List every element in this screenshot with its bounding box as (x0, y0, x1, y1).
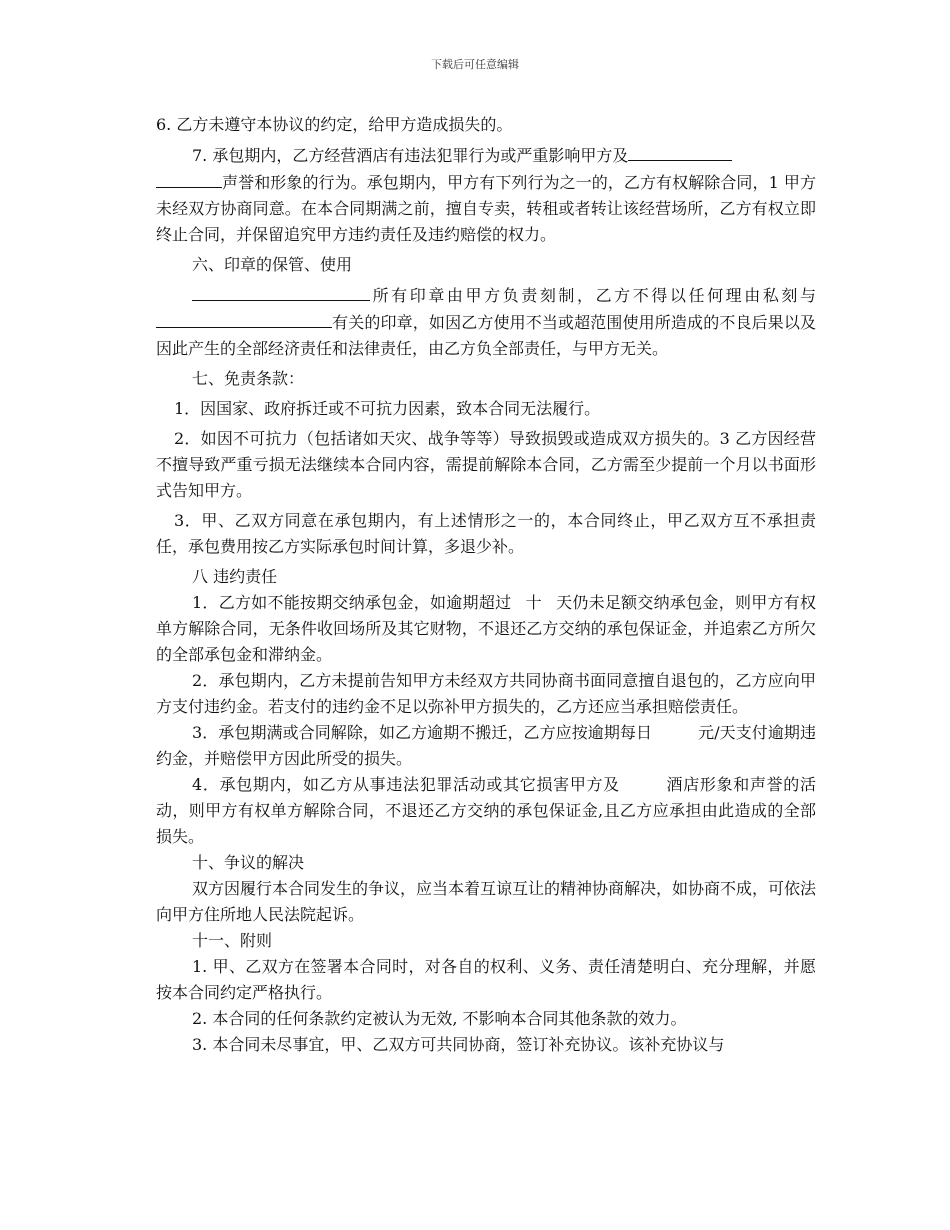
seal-clause (156, 282, 816, 362)
blank-line (192, 282, 370, 301)
breach-4-text-b: 酒店形象和声誉的活动，则甲方有权单方解除合同，不退还乙方交纳的承包保证金,且乙方应承担由此造成的全部损失。 (156, 775, 816, 846)
blank-line (156, 309, 332, 328)
appendix-3: 3. 本合同未尽事宜，甲、乙双方可共同协商，签订补充协议。该补充协议与 (192, 1035, 725, 1054)
breach-4 (156, 772, 816, 850)
appendix-2: 2. 本合同的任何条款约定被认为无效, 不影响本合同其他条款的效力。 (192, 1009, 687, 1028)
breach-1-text-a: 1．乙方如不能按期交纳承包金，如逾期超过 (192, 593, 512, 612)
blank-line (156, 169, 222, 188)
exemption-3: 3．甲、乙双方同意在承包期内，有上述情形之一的，本合同终止，甲乙双方互不承担责任，承包费用按乙方实际承包时间计算，多退少补。 (156, 511, 816, 556)
appendix-1: 1. 甲、乙双方在签署本合同时，对各自的权利、义务、责任清楚明白、充分理解，并愿按本合同约定严格执行。 (156, 957, 816, 1002)
clause-7 (156, 142, 816, 248)
seal-clause-text-b: 有关的印章，如因乙方使用不当或超范围使用所造成的不良后果以及因此产生的全部经济责任和法律责任，由乙方负全部责任，与甲方无关。 (156, 313, 816, 358)
dispute-clause: 双方因履行本合同发生的争议，应当本着互谅互让的精神协商解决，如协商不成，可依法向甲方住所地人民法院起诉。 (156, 879, 817, 924)
section-heading-11: 十一、附则 (192, 931, 273, 950)
section-heading-6: 六、印章的保管、使用 (192, 255, 353, 274)
clause-7-text-a: 7. 承包期内，乙方经营酒店有违法犯罪行为或严重影响甲方及 (192, 146, 629, 165)
exemption-2: 2．如因不可抗力（包括诸如天灾、战争等等）导致损毁或造成双方损失的。3 乙方因经营不擅导致严重亏损无法继续本合同内容，需提前解除本合同，乙方需至少提前一个月以书面形式告知甲方。 (156, 429, 816, 500)
blank-line (628, 142, 732, 161)
exemption-1: 1．因国家、政府拆迁或不可抗力因素，致本合同无法履行。 (174, 399, 601, 418)
page-header: 下载后可任意编辑 (431, 58, 519, 71)
breach-1-text-b: 天仍未足额交纳承包金，则甲方有权单方解除合同，无条件收回场所及其它财物，不退还乙方交纳的承包保证金，并追索乙方所欠的全部承包金和滞纳金。 (156, 593, 816, 664)
breach-3 (156, 720, 816, 772)
document-body (156, 112, 816, 1058)
section-heading-10: 十、争议的解决 (192, 853, 305, 872)
clause-6: 6. 乙方未遵守本协议的约定，给甲方造成损失的。 (156, 115, 513, 134)
breach-3-text-a: 3．承包期满或合同解除，如乙方逾期不搬迁，乙方应按逾期每日 (192, 723, 653, 742)
breach-1-days: 十 (525, 593, 542, 612)
section-heading-7: 七、免责条款： (192, 369, 305, 388)
breach-2: 2．承包期内，乙方未提前告知甲方未经双方共同协商书面同意擅自退包的，乙方应向甲方支付违约金。若支付的违约金不足以弥补甲方损失的，乙方还应当承担赔偿责任。 (156, 671, 816, 716)
breach-3-text-b: 元/天支付逾期违约金，并赔偿甲方因此所受的损失。 (156, 723, 816, 768)
section-heading-8: 八 违约责任 (192, 567, 278, 586)
breach-4-text-a: 4．承包期内，如乙方从事违法犯罪活动或其它损害甲方及 (192, 775, 620, 794)
clause-7-text-b: 声誉和形象的行为。承包期内，甲方有下列行为之一的，乙方有权解除合同，1 甲方未经双方协商同意。在本合同期满之前，擅自专卖，转租或者转让该经营场所，乙方有权立即终止合同，并保留追究甲方违约责任及违约赔偿的权力。 (156, 173, 816, 244)
seal-clause-text-a: 所有印章由甲方负责刻制，乙方不得以任何理由私刻与 (370, 286, 816, 305)
breach-1 (156, 590, 816, 668)
